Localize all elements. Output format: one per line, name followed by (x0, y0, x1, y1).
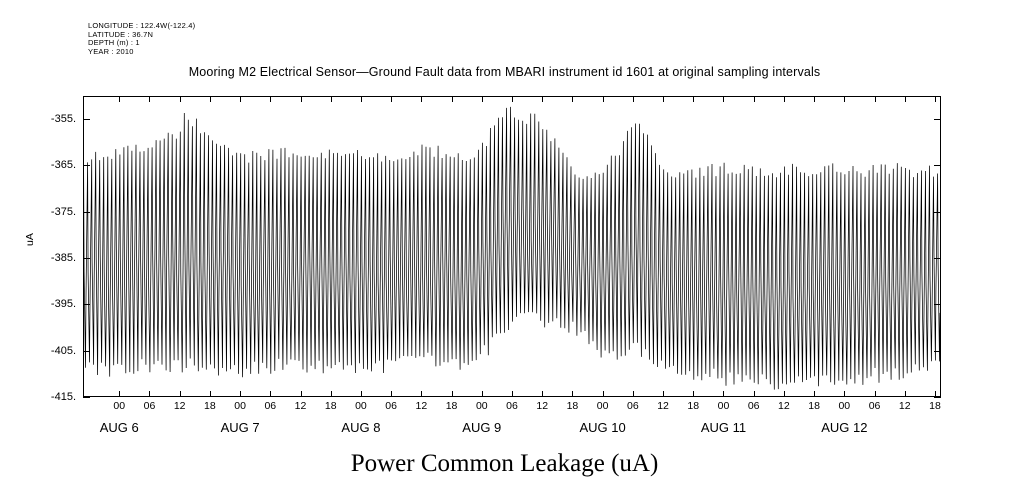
plot-area (50, 96, 941, 435)
x-tick-label: 06 (627, 400, 639, 412)
x-tick (603, 96, 604, 102)
x-tick (663, 391, 664, 397)
x-tick-label: 00 (234, 400, 246, 412)
series-path (84, 107, 940, 390)
metadata-latitude: LATITUDE : 36.7N (88, 29, 154, 39)
x-tick-label: 06 (264, 400, 277, 412)
x-tick (663, 96, 664, 102)
x-tick (875, 96, 876, 102)
x-tick (180, 391, 181, 397)
x-tick (693, 391, 694, 397)
y-tick (934, 212, 941, 213)
x-tick-label: 18 (808, 400, 820, 412)
x-tick-label: 18 (929, 400, 941, 412)
x-tick (935, 96, 936, 102)
x-tick-label: 18 (687, 400, 700, 412)
x-tick (421, 391, 422, 397)
x-tick (542, 391, 543, 397)
metadata-block (88, 22, 195, 56)
x-tick-label: 12 (778, 400, 790, 412)
x-tick (723, 96, 724, 102)
x-tick (391, 391, 392, 397)
x-day-label: AUG 7 (220, 420, 260, 435)
y-tick (83, 212, 90, 213)
x-day-label: AUG 6 (99, 420, 139, 435)
x-tick-label: 18 (324, 400, 337, 412)
x-tick (361, 96, 362, 102)
x-tick (119, 96, 120, 102)
y-tick (934, 351, 941, 352)
x-tick-label: 00 (355, 400, 367, 412)
y-tick-label: -415. (50, 391, 76, 403)
y-tick (83, 119, 90, 120)
x-tick (331, 96, 332, 102)
x-tick (844, 96, 845, 102)
x-tick (210, 96, 211, 102)
x-day-label: AUG 9 (462, 420, 502, 435)
x-tick (542, 96, 543, 102)
x-tick (603, 391, 604, 397)
x-tick (784, 96, 785, 102)
x-tick (693, 96, 694, 102)
x-tick-label: 00 (475, 400, 488, 412)
x-tick (240, 96, 241, 102)
x-tick (149, 391, 150, 397)
x-tick (784, 391, 785, 397)
y-tick-label: -365. (50, 159, 76, 172)
x-tick-label: 00 (113, 400, 126, 412)
x-tick (421, 96, 422, 102)
x-tick-label: 12 (173, 400, 186, 412)
data-series-line (83, 96, 941, 397)
y-axis-label: uA (24, 233, 36, 246)
y-tick (83, 258, 90, 259)
x-tick (633, 391, 634, 397)
x-tick (512, 96, 513, 102)
x-tick (331, 391, 332, 397)
x-tick (935, 391, 936, 397)
x-tick-label: 18 (566, 400, 579, 412)
x-tick (180, 96, 181, 102)
x-tick (572, 96, 573, 102)
x-tick (875, 391, 876, 397)
x-tick (754, 96, 755, 102)
x-tick (844, 391, 845, 397)
y-tick (934, 165, 941, 166)
y-tick-label: -395. (50, 298, 76, 311)
x-day-label: AUG 11 (700, 420, 747, 435)
metadata-depth: DEPTH (m) : 1 (88, 38, 140, 48)
y-tick (934, 397, 941, 398)
x-tick (452, 96, 453, 102)
y-tick (83, 351, 90, 352)
x-tick (301, 391, 302, 397)
x-tick-label: 00 (596, 400, 609, 412)
y-tick (934, 304, 941, 305)
metadata-longitude: LONGITUDE : 122.4W(-122.4) (88, 21, 196, 30)
x-tick (270, 96, 271, 102)
x-tick-label: 00 (838, 400, 851, 412)
x-tick (240, 391, 241, 397)
x-axis-title: Power Common Leakage (uA) (350, 450, 659, 477)
x-tick (512, 391, 513, 397)
y-tick (83, 397, 90, 398)
x-tick (905, 391, 906, 397)
x-tick-label: 06 (506, 400, 518, 412)
y-tick (934, 258, 941, 259)
x-tick-label: 06 (747, 400, 760, 412)
x-tick (270, 391, 271, 397)
y-tick (83, 304, 90, 305)
x-tick (301, 96, 302, 102)
x-tick (633, 96, 634, 102)
y-tick-label: -355. (50, 113, 76, 126)
x-tick-label: 00 (717, 400, 730, 412)
y-tick-label: -375. (50, 205, 76, 218)
x-tick (482, 391, 483, 397)
x-tick-label: 12 (898, 400, 911, 412)
y-tick (83, 165, 90, 166)
x-day-label: AUG 10 (579, 420, 626, 435)
x-tick-label: 12 (415, 400, 428, 412)
x-tick-label: 06 (868, 400, 881, 412)
x-tick (119, 391, 120, 397)
metadata-year: YEAR : 2010 (88, 46, 134, 56)
x-tick (723, 391, 724, 397)
x-tick-label: 18 (445, 400, 458, 412)
x-tick (754, 391, 755, 397)
x-tick (210, 391, 211, 397)
x-tick-label: 12 (657, 400, 669, 412)
x-tick (482, 96, 483, 102)
x-tick-label: 12 (536, 400, 549, 412)
x-tick-label: 06 (385, 400, 397, 412)
x-tick (391, 96, 392, 102)
x-tick-label: 18 (204, 400, 216, 412)
x-tick (814, 96, 815, 102)
x-tick (905, 96, 906, 102)
x-tick (814, 391, 815, 397)
x-tick-label: 06 (143, 400, 156, 412)
x-tick (572, 391, 573, 397)
x-day-label: AUG 12 (821, 420, 868, 435)
x-tick-label: 12 (294, 400, 307, 412)
y-tick-label: -405. (50, 344, 76, 357)
y-tick-label: -385. (50, 252, 76, 265)
chart-title: Mooring M2 Electrical Sensor—Ground Fault data from MBARI instrument id 1601 at original sampling intervals (188, 65, 821, 79)
y-tick (934, 119, 941, 120)
x-tick (149, 96, 150, 102)
x-day-label: AUG 8 (341, 420, 381, 435)
x-tick (361, 391, 362, 397)
x-tick (452, 391, 453, 397)
